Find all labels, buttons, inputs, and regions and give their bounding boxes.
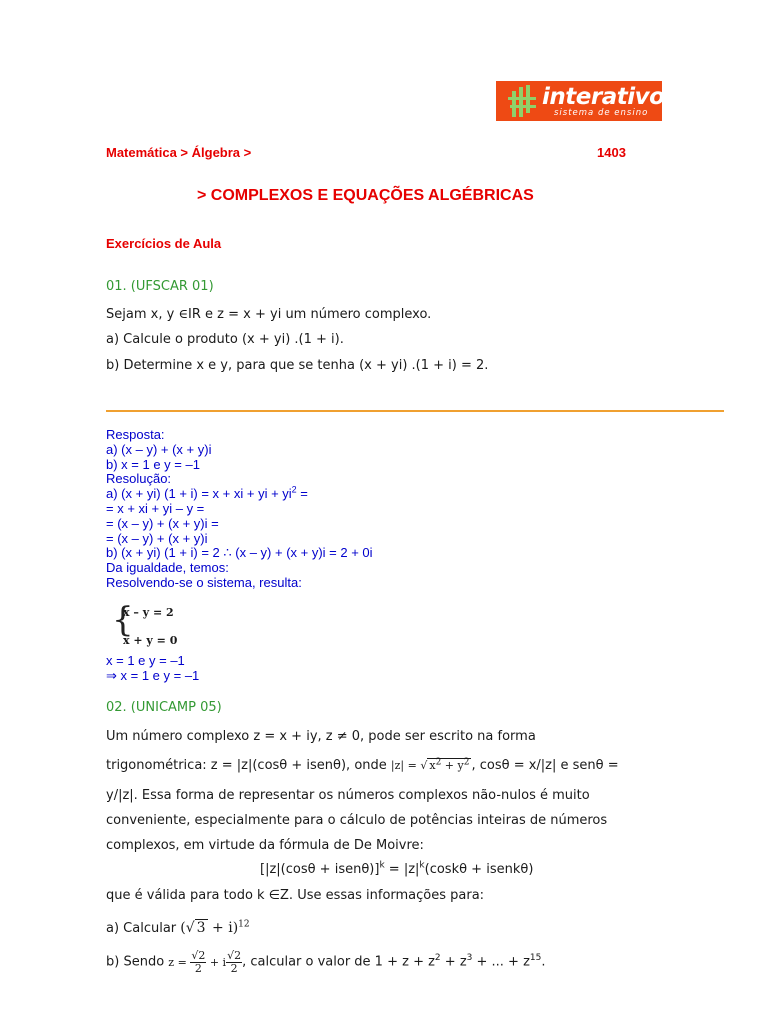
exercise-2-line-1: Um número complexo z = x + iy, z ≠ 0, pode ser escrito na forma (106, 729, 536, 744)
logo-grid-icon (508, 85, 538, 118)
exercise-1-item-b: b) Determine x e y, para que se tenha (x + yi) .(1 + i) = 2. (106, 358, 489, 373)
answer-block (106, 428, 373, 591)
answer-a: a) (x – y) + (x + y)i (106, 441, 212, 457)
resolution-line-3: = (x – y) + (x + y)i = (106, 515, 219, 531)
logo-name: interativo (542, 84, 665, 110)
exercise-2-heading: 02. (UNICAMP 05) (106, 700, 222, 715)
exercise-1-statement: Sejam x, y ∈IR e z = x + yi um número complexo. (106, 307, 432, 322)
exercise-1-heading: 01. (UFSCAR 01) (106, 279, 214, 294)
page-title: > COMPLEXOS E EQUAÇÕES ALGÉBRICAS (197, 187, 534, 204)
resolution-line-9: ⇒ x = 1 e y = –1 (106, 667, 200, 683)
exercise-2-line-4: conveniente, especialmente para o cálculo de potências inteiras de números (106, 813, 608, 828)
modulus-formula: |z| = √ $x^2 + y^2$ (390, 757, 470, 772)
page-code: 1403 (597, 145, 626, 160)
answer-conclusion (106, 654, 199, 684)
exercise-2-line-2: trigonométrica: z = |z|(cosθ + isenθ), onde |z| = √ $x^2 + y^2$ , cosθ = x/|z| e senθ = (106, 757, 619, 773)
interativo-logo (496, 81, 665, 121)
z-definition: z = $\frac{√2}{2}$ + i $\frac{√2}{2}$ (168, 949, 242, 975)
resolution-line-4: = (x – y) + (x + y)i (106, 530, 208, 546)
resolution-line-7: Resolvendo-se o sistema, resulta: (106, 574, 302, 590)
exercise-2-line-5: complexos, em virtude da fórmula de De Moivre: (106, 838, 424, 853)
resolution-line-1: a) (x + yi) (1 + i) = x + xi + yi + $yi^2$ = (106, 484, 308, 502)
de-moivre-formula: [|z|(cosθ + isenθ)]$^k$ = $|z|^k(\cos k\theta$ + isenkθ) (260, 860, 534, 877)
resolution-line-6: Da igualdade, temos: (106, 560, 229, 576)
resolution-line-2: = x + xi + yi – y = (106, 500, 205, 516)
answer-b: b) x = 1 e y = –1 (106, 456, 200, 472)
section-heading: Exercícios de Aula (106, 236, 222, 251)
logo-tagline: sistema de ensino (554, 108, 649, 118)
answer-label: Resposta: (106, 427, 165, 442)
brace-icon: { (112, 600, 134, 640)
divider (106, 410, 724, 412)
exercise-2-item-b: b) Sendo z = $\frac{√2}{2}$ + i $\frac{√2}{2}$ , calcular o valor de $1 + z + z^2 + z^3$ + ... + $z^{15}$. (106, 949, 546, 975)
system-eq-2: x + y = 0 (123, 634, 178, 647)
exercise-2-line-3: y/|z|. Essa forma de representar os números complexos não-nulos é muito (106, 788, 590, 803)
power-expression: (√ 3 + i)$^{12}$ (180, 919, 250, 936)
exercise-2-item-a: a) Calcular (√ 3 + i)$^{12}$ (106, 919, 250, 936)
exercise-1-item-a: a) Calcule o produto (x + yi) .(1 + i). (106, 332, 344, 347)
exercise-2-line-6: que é válida para todo k ∈Z. Use essas informações para: (106, 888, 485, 903)
resolution-line-8: x = 1 e y = –1 (106, 653, 185, 668)
resolution-label: Resolução: (106, 471, 172, 487)
system-eq-1: x – y = 2 (123, 606, 174, 619)
resolution-line-5: b) (x + yi) (1 + i) = 2 ∴ (x – y) + (x + y)i = 2 + 0i (106, 545, 373, 561)
breadcrumb: Matemática > Álgebra > (106, 145, 252, 160)
